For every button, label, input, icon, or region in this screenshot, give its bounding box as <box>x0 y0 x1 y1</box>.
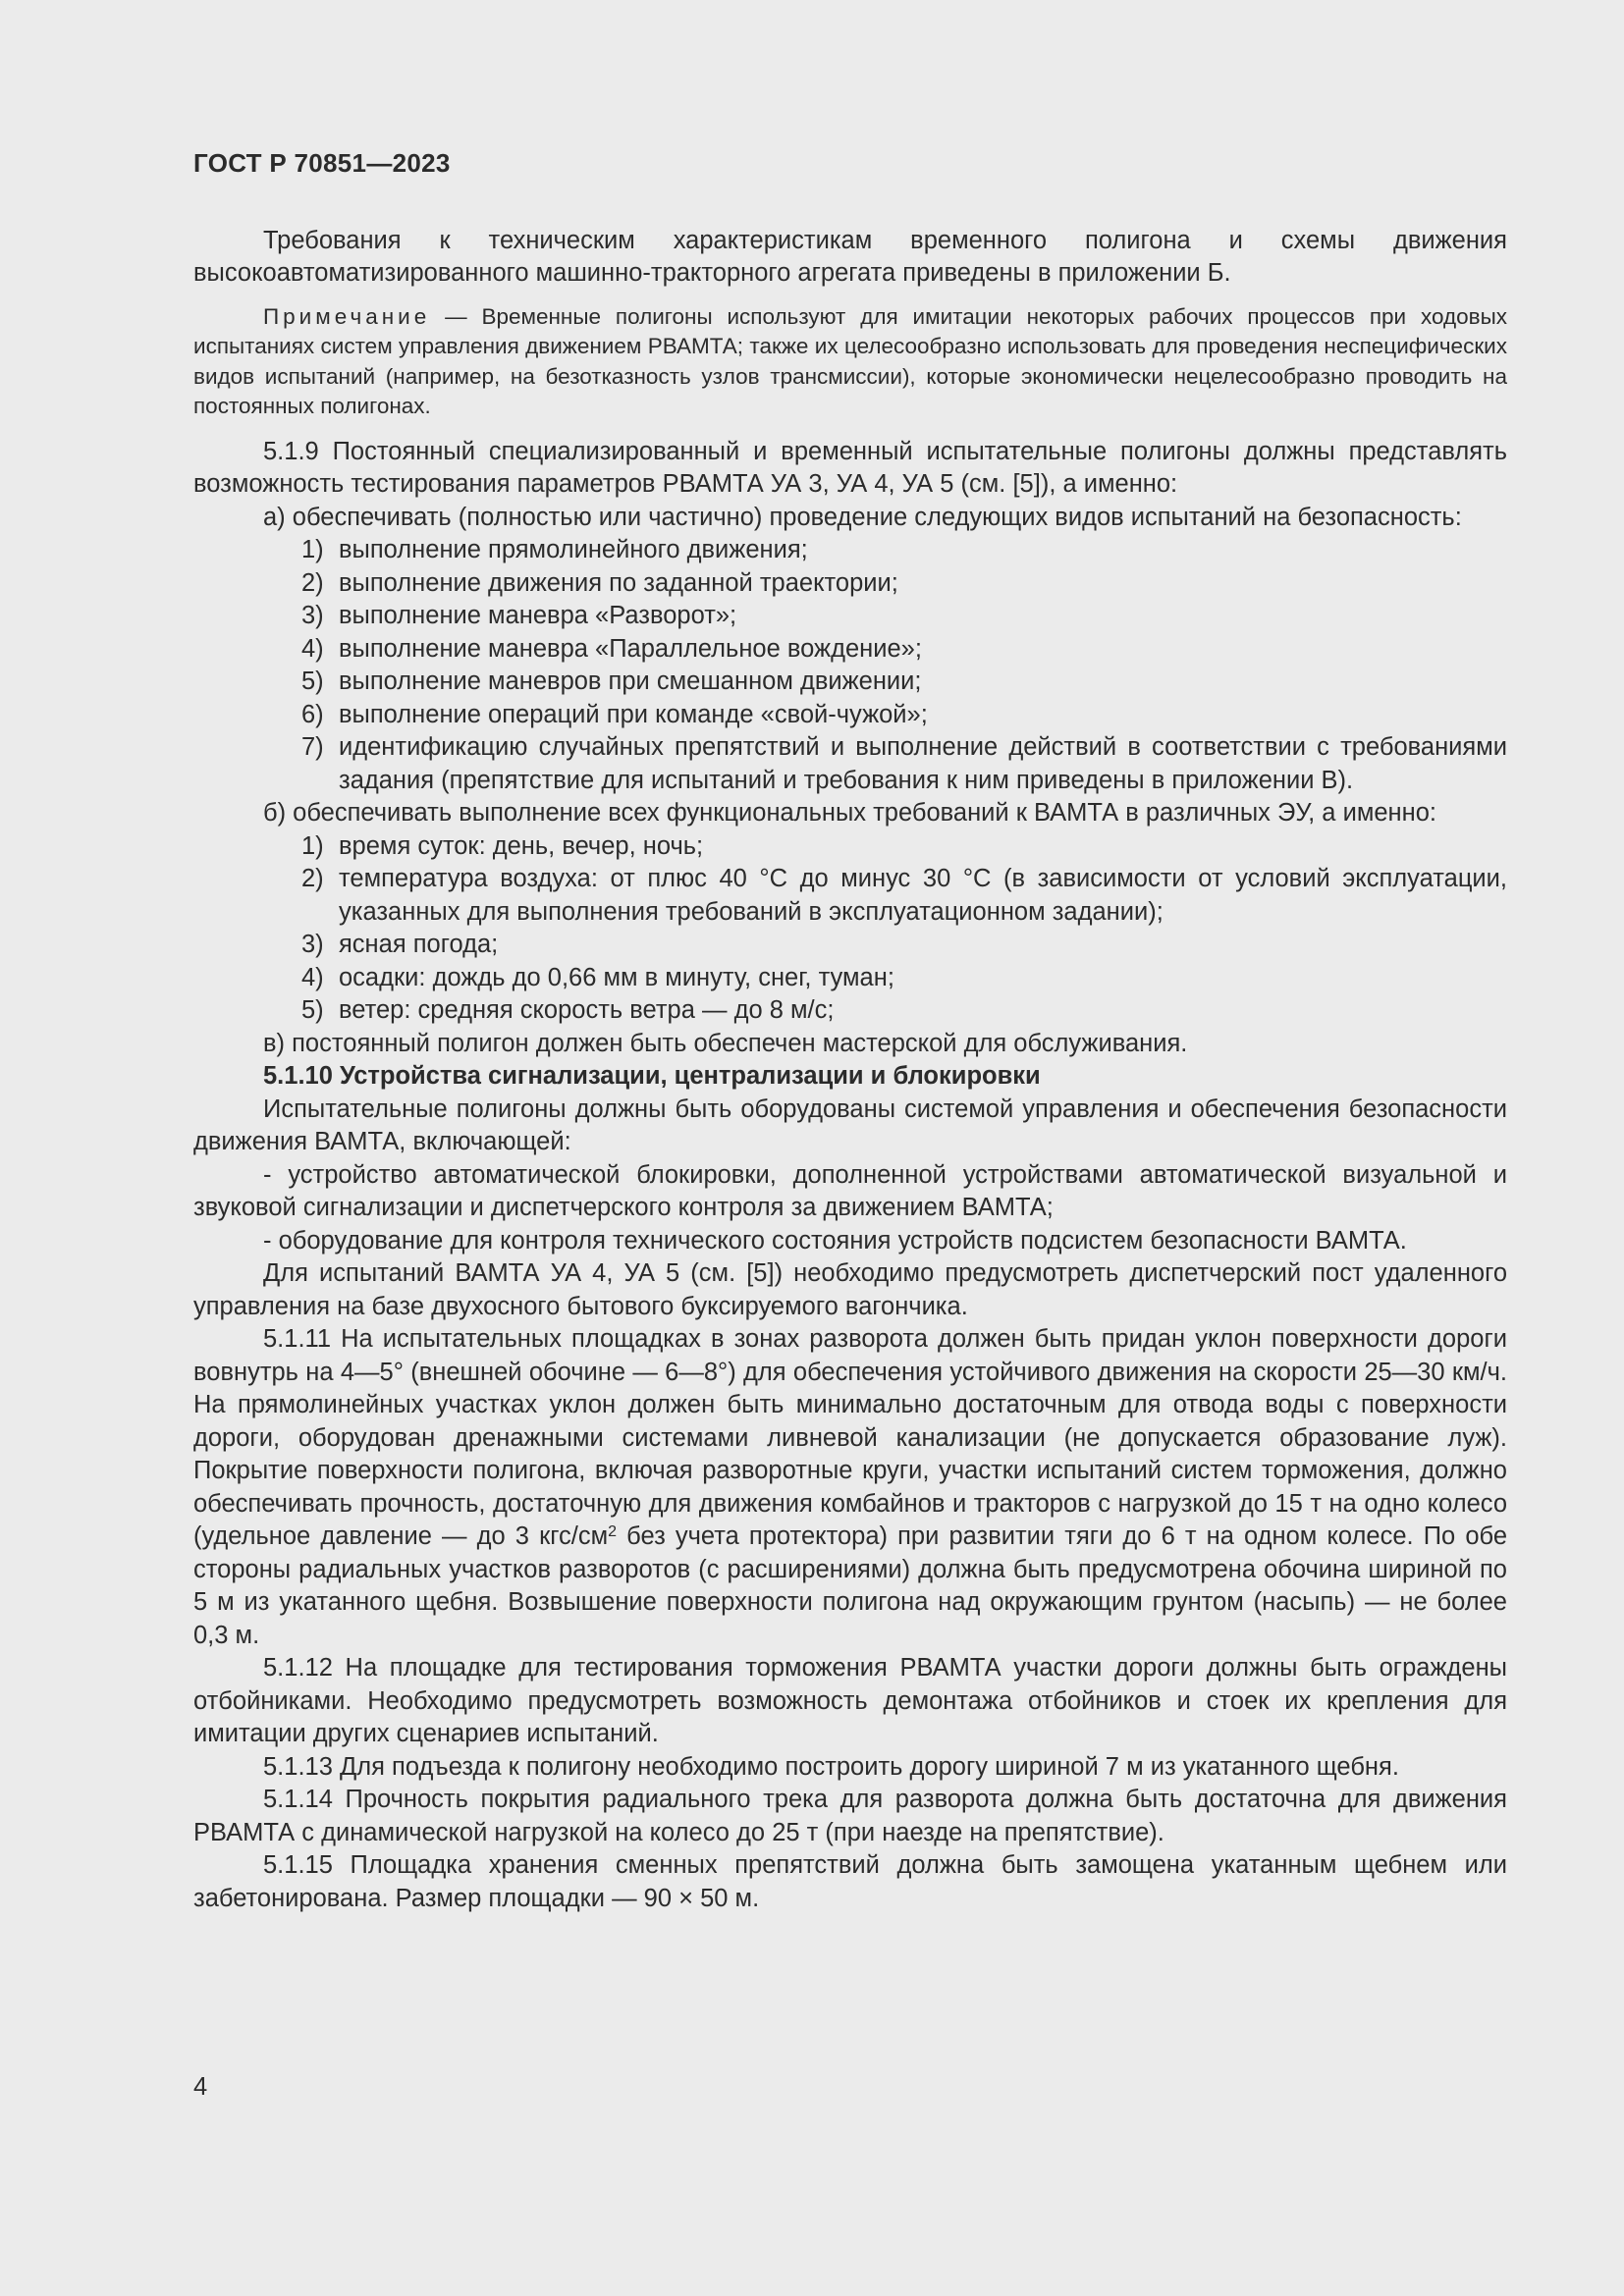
clause-5-1-14: 5.1.14 Прочность покрытия радиального трека для разворота должна быть достаточна для движения РВАМТА с динамической нагрузкой на колесо до 25 т (при наезде на препятствие). <box>193 1786 1507 1846</box>
clause-5-1-10-p2: Для испытаний ВАМТА УА 4, УА 5 (см. [5]) необходимо предусмотреть диспетчерский пост удаленного управления на базе двухосного бытового буксируемого вагончика. <box>193 1259 1507 1320</box>
document-page <box>193 147 1507 1915</box>
list-item-text: время суток: день, вечер, ночь; <box>339 831 704 860</box>
list-item <box>193 534 1507 567</box>
list-item <box>193 994 1507 1028</box>
list-item-text: ясная погода; <box>339 931 499 958</box>
list-item-text: выполнение маневров при смешанном движении; <box>339 667 922 695</box>
list-item <box>193 633 1507 667</box>
list-item <box>193 731 1507 797</box>
list-item-number: 7) <box>301 733 324 761</box>
list-item-text: выполнение маневра «Параллельное вождение»; <box>339 634 922 663</box>
clause-5-1-9: 5.1.9 Постоянный специализированный и временный испытательные полигоны должны представлять возможность тестирования параметров РВАМТА УА 3, УА 4, УА 5 (см. [5]), а именно: <box>193 437 1507 498</box>
list-item-text: ветер: средняя скорость ветра — до 8 м/с; <box>339 996 835 1024</box>
clause-5-1-9-c: в) постоянный полигон должен быть обеспечен мастерской для обслуживания. <box>263 1029 1188 1057</box>
clause-5-1-10-p1: Испытательные полигоны должны быть оборудованы системой управления и обеспечения безопасности движения ВАМТА, включающей: <box>193 1095 1507 1155</box>
clause-5-1-9-a: а) обеспечивать (полностью или частично) проведение следующих видов испытаний на безопасность: <box>263 503 1462 531</box>
list-item-number: 1) <box>301 831 324 860</box>
list-item-number: 5) <box>301 996 324 1024</box>
clause-5-1-11 <box>193 1323 1507 1652</box>
list-item-text: выполнение движения по заданной траектории; <box>339 568 898 597</box>
list-item-number: 3) <box>301 931 324 958</box>
list-item-number: 4) <box>301 963 324 991</box>
list-item-text: температура воздуха: от плюс 40 °С до минус 30 °С (в зависимости от условий эксплуатации, указанных для выполнения требований в эксплуатационном задании); <box>339 865 1507 926</box>
list-item-number: 5) <box>301 667 324 695</box>
list-item-text: идентификацию случайных препятствий и выполнение действий в соответствии с требованиями задания (препятствие для испытаний и требования к ним приведены в приложении В). <box>339 733 1507 794</box>
list-a <box>193 534 1507 797</box>
list-item-number: 6) <box>301 700 324 728</box>
clause-5-1-15: 5.1.15 Площадка хранения сменных препятствий должна быть замощена укатанным щебнем или забетонирована. Размер площадки — 90 × 50 м. <box>193 1851 1507 1912</box>
list-item <box>193 699 1507 732</box>
clause-5-1-9-b: б) обеспечивать выполнение всех функциональных требований к ВАМТА в различных ЭУ, а именно: <box>263 799 1436 827</box>
clause-5-1-11-text-cont: без учета протектора) при развитии тяги до 6 т на одном колесе. По обе стороны радиальных участков разворотов (с расширениями) должна быть предусмотрена обочина шириной по 5 м из укатанного щебня. Возвышение поверхности полигона над окружающим грунтом (насыпь) — не более 0,3 м. <box>193 1522 1507 1649</box>
note-label: Примечание <box>263 303 431 329</box>
clause-5-1-12: 5.1.12 На площадке для тестирования торможения РВАМТА участки дороги должны быть ограждены отбойниками. Необходимо предусмотреть возможность демонтажа отбойников и стоек их крепления для имитации других сценариев испытаний. <box>193 1654 1507 1747</box>
list-item-text: осадки: дождь до 0,66 мм в минуту, снег, туман; <box>339 963 894 991</box>
list-item <box>193 666 1507 699</box>
list-item-text: выполнение операций при команде «свой-чужой»; <box>339 700 928 728</box>
intro-paragraph: Требования к техническим характеристикам временного полигона и схемы движения высокоавтоматизированного машинно-тракторного агрегата приведены в приложении Б. <box>193 226 1507 287</box>
list-item <box>193 830 1507 864</box>
note-paragraph <box>193 302 1507 422</box>
list-item-number: 4) <box>301 634 324 663</box>
list-item-number: 3) <box>301 602 324 629</box>
clause-5-1-10-dash2: - оборудование для контроля технического состояния устройств подсистем безопасности ВАМТА. <box>263 1226 1407 1255</box>
list-item-number: 1) <box>301 536 324 563</box>
list-item <box>193 962 1507 995</box>
list-item <box>193 863 1507 929</box>
note-text: — Временные полигоны используют для имитации некоторых рабочих процессов при ходовых испытаниях систем управления движением РВАМТА; также их целесообразно использовать для проведения неспецифических видов испытаний (например, на безотказность узлов трансмиссии), которые экономически нецелесообразно проводить на постоянных полигонах. <box>193 303 1507 418</box>
clause-5-1-11-text: 5.1.11 На испытательных площадках в зонах разворота должен быть придан уклон поверхности дороги вовнутрь на 4—5° (внешней обочине — 6—8°) для обеспечения устойчивого движения на скорости 25—30 км/ч. На прямолинейных участках уклон должен быть минимально достаточным для отвода воды с поверхности дороги, оборудован дренажными системами ливневой канализации (не допускается образование луж). Покрытие поверхности полигона, включая разворотные круги, участки испытаний систем торможения, должно обеспечивать прочность, достаточную для движения комбайнов и тракторов с нагрузкой до 15 т на одно колесо (удельное давление — до 3 кгс/см <box>193 1325 1507 1550</box>
list-item <box>193 567 1507 601</box>
clause-5-1-13: 5.1.13 Для подъезда к полигону необходимо построить дорогу шириной 7 м из укатанного щебня. <box>263 1752 1399 1781</box>
list-item-number: 2) <box>301 568 324 597</box>
clause-5-1-10-dash1: - устройство автоматической блокировки, дополненной устройствами автоматической визуальной и звуковой сигнализации и диспетчерского контроля за движением ВАМТА; <box>193 1160 1507 1221</box>
list-item-text: выполнение маневра «Разворот»; <box>339 602 737 629</box>
section-heading-5-1-10: 5.1.10 Устройства сигнализации, централизации и блокировки <box>263 1062 1041 1090</box>
list-item <box>193 600 1507 633</box>
page-number: 4 <box>193 2073 208 2101</box>
list-item-number: 2) <box>301 865 324 892</box>
document-header: ГОСТ Р 70851—2023 <box>193 148 451 178</box>
list-b <box>193 830 1507 1028</box>
superscript: 2 <box>608 1523 618 1540</box>
list-item-text: выполнение прямолинейного движения; <box>339 536 808 563</box>
list-item <box>193 929 1507 962</box>
